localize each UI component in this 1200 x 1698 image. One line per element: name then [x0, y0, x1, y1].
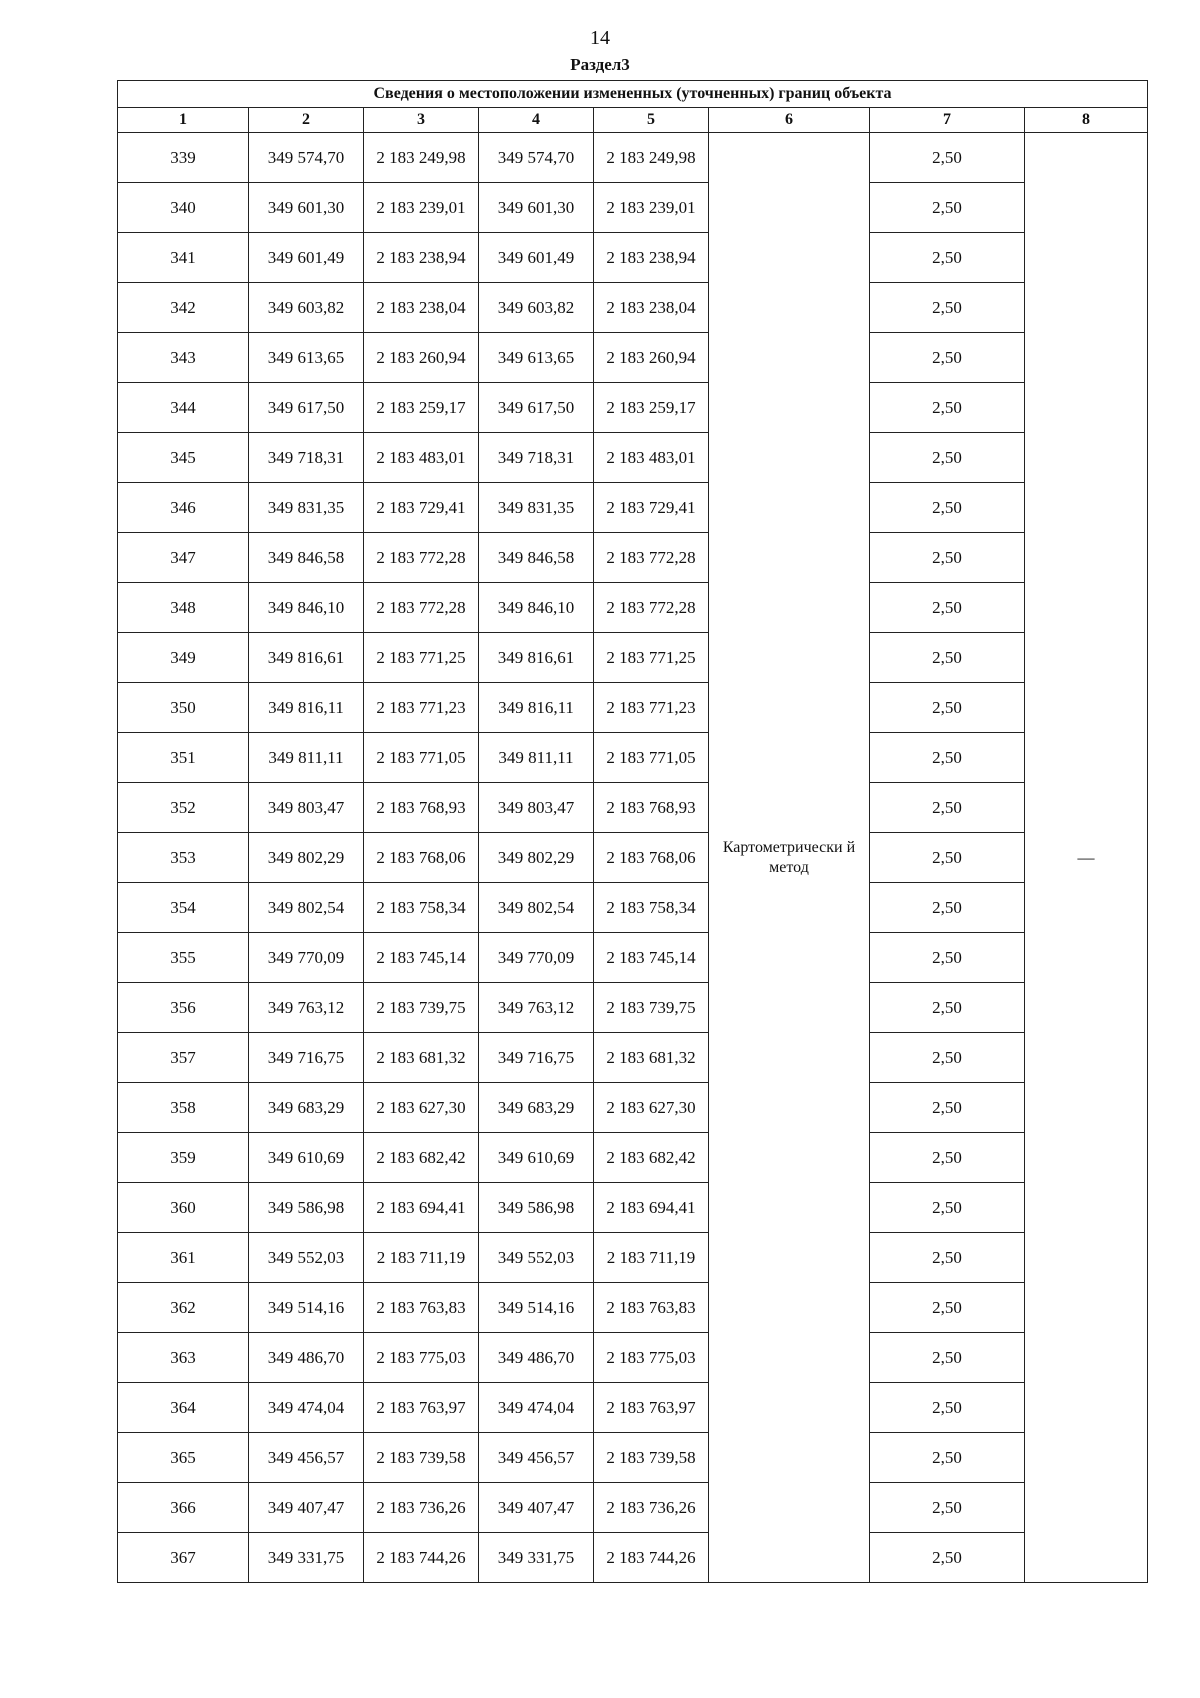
accuracy-cell: 2,50	[870, 1533, 1025, 1583]
y-refined-cell: 2 183 744,26	[594, 1533, 709, 1583]
y-refined-cell: 2 183 483,01	[594, 433, 709, 483]
point-number-cell: 361	[118, 1233, 249, 1283]
y-refined-cell: 2 183 772,28	[594, 533, 709, 583]
x-refined-cell: 349 586,98	[479, 1183, 594, 1233]
accuracy-cell: 2,50	[870, 633, 1025, 683]
y-existing-cell: 2 183 238,94	[364, 233, 479, 283]
table-row	[118, 1483, 1148, 1533]
point-number-cell: 343	[118, 333, 249, 383]
accuracy-cell: 2,50	[870, 1433, 1025, 1483]
x-refined-cell: 349 603,82	[479, 283, 594, 333]
y-refined-cell: 2 183 772,28	[594, 583, 709, 633]
column-number: 6	[709, 108, 870, 133]
x-refined-cell: 349 811,11	[479, 733, 594, 783]
x-existing-cell: 349 610,69	[249, 1133, 364, 1183]
point-number-cell: 359	[118, 1133, 249, 1183]
x-existing-cell: 349 331,75	[249, 1533, 364, 1583]
table-row	[118, 1433, 1148, 1483]
table-row	[118, 183, 1148, 233]
point-number-cell: 358	[118, 1083, 249, 1133]
x-refined-cell: 349 718,31	[479, 433, 594, 483]
y-refined-cell: 2 183 681,32	[594, 1033, 709, 1083]
x-refined-cell: 349 601,49	[479, 233, 594, 283]
x-existing-cell: 349 574,70	[249, 133, 364, 183]
y-existing-cell: 2 183 768,06	[364, 833, 479, 883]
method-cell: Картометрически й метод	[709, 133, 870, 1583]
y-existing-cell: 2 183 768,93	[364, 783, 479, 833]
y-refined-cell: 2 183 260,94	[594, 333, 709, 383]
accuracy-cell: 2,50	[870, 883, 1025, 933]
table-row	[118, 933, 1148, 983]
y-existing-cell: 2 183 771,25	[364, 633, 479, 683]
column-number: 1	[118, 108, 249, 133]
y-existing-cell: 2 183 775,03	[364, 1333, 479, 1383]
accuracy-cell: 2,50	[870, 1483, 1025, 1533]
y-refined-cell: 2 183 238,04	[594, 283, 709, 333]
x-existing-cell: 349 816,61	[249, 633, 364, 683]
x-existing-cell: 349 803,47	[249, 783, 364, 833]
x-existing-cell: 349 802,54	[249, 883, 364, 933]
table-row	[118, 483, 1148, 533]
x-existing-cell: 349 770,09	[249, 933, 364, 983]
section-title: Раздел3	[570, 55, 630, 74]
column-number: 5	[594, 108, 709, 133]
point-number-cell: 367	[118, 1533, 249, 1583]
x-refined-cell: 349 802,29	[479, 833, 594, 883]
y-refined-cell: 2 183 739,75	[594, 983, 709, 1033]
x-refined-cell: 349 574,70	[479, 133, 594, 183]
table-row	[118, 383, 1148, 433]
point-number-cell: 355	[118, 933, 249, 983]
x-existing-cell: 349 811,11	[249, 733, 364, 783]
x-refined-cell: 349 716,75	[479, 1033, 594, 1083]
y-existing-cell: 2 183 758,34	[364, 883, 479, 933]
y-refined-cell: 2 183 627,30	[594, 1083, 709, 1133]
table-row	[118, 1033, 1148, 1083]
accuracy-cell: 2,50	[870, 233, 1025, 283]
x-refined-cell: 349 617,50	[479, 383, 594, 433]
point-number-cell: 350	[118, 683, 249, 733]
y-refined-cell: 2 183 775,03	[594, 1333, 709, 1383]
y-existing-cell: 2 183 239,01	[364, 183, 479, 233]
table-row	[118, 283, 1148, 333]
y-refined-cell: 2 183 771,05	[594, 733, 709, 783]
x-existing-cell: 349 586,98	[249, 1183, 364, 1233]
accuracy-cell: 2,50	[870, 583, 1025, 633]
accuracy-cell: 2,50	[870, 1083, 1025, 1133]
y-refined-cell: 2 183 763,97	[594, 1383, 709, 1433]
table-row	[118, 533, 1148, 583]
y-existing-cell: 2 183 681,32	[364, 1033, 479, 1083]
y-existing-cell: 2 183 694,41	[364, 1183, 479, 1233]
y-existing-cell: 2 183 739,58	[364, 1433, 479, 1483]
x-refined-cell: 349 816,11	[479, 683, 594, 733]
table-row	[118, 1183, 1148, 1233]
x-refined-cell: 349 683,29	[479, 1083, 594, 1133]
y-refined-cell: 2 183 771,25	[594, 633, 709, 683]
x-refined-cell: 349 613,65	[479, 333, 594, 383]
point-number-cell: 356	[118, 983, 249, 1033]
accuracy-cell: 2,50	[870, 383, 1025, 433]
column-number: 3	[364, 108, 479, 133]
y-existing-cell: 2 183 249,98	[364, 133, 479, 183]
column-number: 8	[1025, 108, 1148, 133]
y-existing-cell: 2 183 772,28	[364, 533, 479, 583]
x-refined-cell: 349 331,75	[479, 1533, 594, 1583]
point-number-cell: 351	[118, 733, 249, 783]
x-existing-cell: 349 802,29	[249, 833, 364, 883]
x-existing-cell: 349 552,03	[249, 1233, 364, 1283]
point-number-cell: 365	[118, 1433, 249, 1483]
point-number-cell: 366	[118, 1483, 249, 1533]
table-row	[118, 883, 1148, 933]
x-existing-cell: 349 831,35	[249, 483, 364, 533]
accuracy-cell: 2,50	[870, 533, 1025, 583]
accuracy-cell: 2,50	[870, 283, 1025, 333]
x-refined-cell: 349 552,03	[479, 1233, 594, 1283]
x-refined-cell: 349 486,70	[479, 1333, 594, 1383]
point-number-cell: 340	[118, 183, 249, 233]
x-refined-cell: 349 474,04	[479, 1383, 594, 1433]
y-refined-cell: 2 183 745,14	[594, 933, 709, 983]
x-existing-cell: 349 474,04	[249, 1383, 364, 1433]
point-number-cell: 339	[118, 133, 249, 183]
table-row	[118, 1233, 1148, 1283]
point-number-cell: 346	[118, 483, 249, 533]
point-number-cell: 360	[118, 1183, 249, 1233]
accuracy-cell: 2,50	[870, 433, 1025, 483]
x-existing-cell: 349 613,65	[249, 333, 364, 383]
accuracy-cell: 2,50	[870, 683, 1025, 733]
x-existing-cell: 349 718,31	[249, 433, 364, 483]
table-row	[118, 683, 1148, 733]
x-refined-cell: 349 846,10	[479, 583, 594, 633]
x-refined-cell: 349 763,12	[479, 983, 594, 1033]
x-refined-cell: 349 610,69	[479, 1133, 594, 1183]
x-existing-cell: 349 486,70	[249, 1333, 364, 1383]
y-refined-cell: 2 183 259,17	[594, 383, 709, 433]
y-existing-cell: 2 183 772,28	[364, 583, 479, 633]
y-existing-cell: 2 183 483,01	[364, 433, 479, 483]
y-refined-cell: 2 183 711,19	[594, 1233, 709, 1283]
y-existing-cell: 2 183 744,26	[364, 1533, 479, 1583]
y-refined-cell: 2 183 729,41	[594, 483, 709, 533]
y-existing-cell: 2 183 711,19	[364, 1233, 479, 1283]
table-row	[118, 1133, 1148, 1183]
note-cell: —	[1025, 133, 1148, 1583]
y-existing-cell: 2 183 736,26	[364, 1483, 479, 1533]
accuracy-cell: 2,50	[870, 133, 1025, 183]
point-number-cell: 357	[118, 1033, 249, 1083]
accuracy-cell: 2,50	[870, 1333, 1025, 1383]
y-existing-cell: 2 183 745,14	[364, 933, 479, 983]
table-row	[118, 983, 1148, 1033]
table-row	[118, 1333, 1148, 1383]
table-row	[118, 733, 1148, 783]
y-refined-cell: 2 183 682,42	[594, 1133, 709, 1183]
x-refined-cell: 349 514,16	[479, 1283, 594, 1333]
table-row	[118, 133, 1148, 183]
x-existing-cell: 349 407,47	[249, 1483, 364, 1533]
table-row	[118, 583, 1148, 633]
y-existing-cell: 2 183 771,23	[364, 683, 479, 733]
x-existing-cell: 349 816,11	[249, 683, 364, 733]
point-number-cell: 352	[118, 783, 249, 833]
point-number-cell: 364	[118, 1383, 249, 1433]
table-row	[118, 1083, 1148, 1133]
column-number: 7	[870, 108, 1025, 133]
x-refined-cell: 349 816,61	[479, 633, 594, 683]
x-existing-cell: 349 716,75	[249, 1033, 364, 1083]
accuracy-cell: 2,50	[870, 1383, 1025, 1433]
y-existing-cell: 2 183 763,83	[364, 1283, 479, 1333]
point-number-cell: 348	[118, 583, 249, 633]
x-existing-cell: 349 683,29	[249, 1083, 364, 1133]
table-caption: Сведения о местоположении измененных (уточненных) границ объекта	[118, 81, 1148, 108]
y-refined-cell: 2 183 763,83	[594, 1283, 709, 1333]
y-existing-cell: 2 183 771,05	[364, 733, 479, 783]
table-row	[118, 1383, 1148, 1433]
accuracy-cell: 2,50	[870, 333, 1025, 383]
table-row	[118, 333, 1148, 383]
accuracy-cell: 2,50	[870, 933, 1025, 983]
table-row	[118, 1533, 1148, 1583]
y-refined-cell: 2 183 739,58	[594, 1433, 709, 1483]
table-row	[118, 633, 1148, 683]
point-number-cell: 362	[118, 1283, 249, 1333]
table-row	[118, 833, 1148, 883]
accuracy-cell: 2,50	[870, 1033, 1025, 1083]
point-number-cell: 363	[118, 1333, 249, 1383]
accuracy-cell: 2,50	[870, 733, 1025, 783]
point-number-cell: 341	[118, 233, 249, 283]
table-body	[118, 133, 1148, 1583]
y-existing-cell: 2 183 259,17	[364, 383, 479, 433]
x-existing-cell: 349 763,12	[249, 983, 364, 1033]
y-refined-cell: 2 183 249,98	[594, 133, 709, 183]
x-refined-cell: 349 407,47	[479, 1483, 594, 1533]
accuracy-cell: 2,50	[870, 1133, 1025, 1183]
y-refined-cell: 2 183 758,34	[594, 883, 709, 933]
accuracy-cell: 2,50	[870, 183, 1025, 233]
x-refined-cell: 349 601,30	[479, 183, 594, 233]
point-number-cell: 353	[118, 833, 249, 883]
column-number-row	[118, 108, 1148, 133]
y-refined-cell: 2 183 736,26	[594, 1483, 709, 1533]
x-refined-cell: 349 831,35	[479, 483, 594, 533]
y-existing-cell: 2 183 627,30	[364, 1083, 479, 1133]
accuracy-cell: 2,50	[870, 983, 1025, 1033]
x-refined-cell: 349 770,09	[479, 933, 594, 983]
accuracy-cell: 2,50	[870, 833, 1025, 883]
y-refined-cell: 2 183 694,41	[594, 1183, 709, 1233]
table-row	[118, 433, 1148, 483]
table-row	[118, 1283, 1148, 1333]
x-existing-cell: 349 846,58	[249, 533, 364, 583]
point-number-cell: 349	[118, 633, 249, 683]
accuracy-cell: 2,50	[870, 483, 1025, 533]
y-existing-cell: 2 183 682,42	[364, 1133, 479, 1183]
x-existing-cell: 349 846,10	[249, 583, 364, 633]
table-row	[118, 233, 1148, 283]
x-existing-cell: 349 456,57	[249, 1433, 364, 1483]
point-number-cell: 342	[118, 283, 249, 333]
x-refined-cell: 349 846,58	[479, 533, 594, 583]
point-number-cell: 354	[118, 883, 249, 933]
x-refined-cell: 349 456,57	[479, 1433, 594, 1483]
y-refined-cell: 2 183 768,06	[594, 833, 709, 883]
point-number-cell: 345	[118, 433, 249, 483]
accuracy-cell: 2,50	[870, 1283, 1025, 1333]
y-existing-cell: 2 183 763,97	[364, 1383, 479, 1433]
x-refined-cell: 349 802,54	[479, 883, 594, 933]
y-refined-cell: 2 183 239,01	[594, 183, 709, 233]
page-number: 14	[590, 27, 610, 49]
y-existing-cell: 2 183 739,75	[364, 983, 479, 1033]
coordinates-table	[117, 80, 1148, 1583]
x-existing-cell: 349 514,16	[249, 1283, 364, 1333]
x-existing-cell: 349 601,49	[249, 233, 364, 283]
y-existing-cell: 2 183 729,41	[364, 483, 479, 533]
y-refined-cell: 2 183 771,23	[594, 683, 709, 733]
column-number: 4	[479, 108, 594, 133]
x-existing-cell: 349 617,50	[249, 383, 364, 433]
y-existing-cell: 2 183 238,04	[364, 283, 479, 333]
accuracy-cell: 2,50	[870, 1233, 1025, 1283]
accuracy-cell: 2,50	[870, 1183, 1025, 1233]
x-refined-cell: 349 803,47	[479, 783, 594, 833]
point-number-cell: 344	[118, 383, 249, 433]
accuracy-cell: 2,50	[870, 783, 1025, 833]
y-existing-cell: 2 183 260,94	[364, 333, 479, 383]
y-refined-cell: 2 183 238,94	[594, 233, 709, 283]
point-number-cell: 347	[118, 533, 249, 583]
y-refined-cell: 2 183 768,93	[594, 783, 709, 833]
x-existing-cell: 349 601,30	[249, 183, 364, 233]
column-number: 2	[249, 108, 364, 133]
x-existing-cell: 349 603,82	[249, 283, 364, 333]
table-row	[118, 783, 1148, 833]
